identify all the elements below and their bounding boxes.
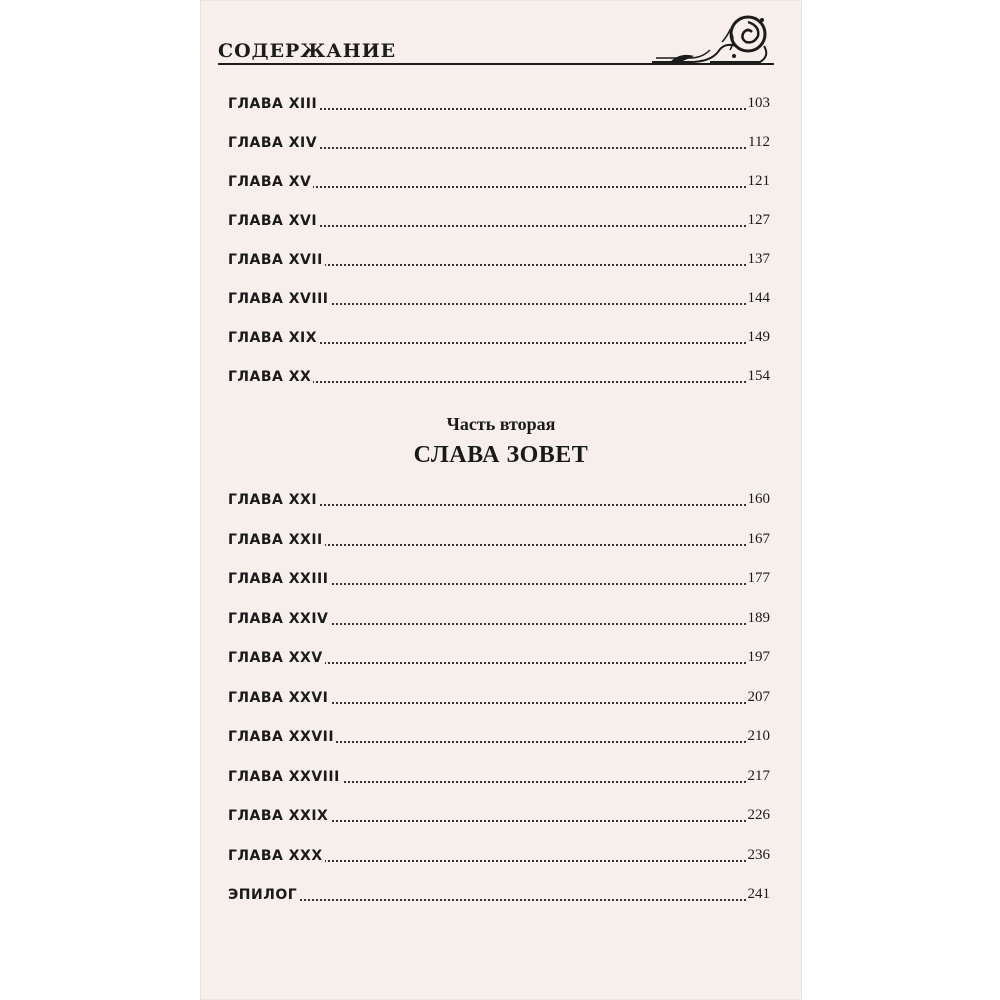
ornament-icon <box>650 12 774 68</box>
toc-entry <box>228 203 770 229</box>
toc-entry <box>228 798 770 824</box>
page-number: 112 <box>748 134 770 150</box>
page-number: 160 <box>747 491 770 507</box>
chapter-title: ГЛАВА XV <box>228 174 312 190</box>
chapter-title: ГЛАВА XIII <box>228 96 318 112</box>
chapter-title: ГЛАВА XIV <box>228 135 318 151</box>
page-number: 127 <box>747 212 770 228</box>
chapter-title: ГЛАВА XXX <box>228 847 323 864</box>
toc-entry <box>228 561 770 587</box>
toc-entry <box>228 359 770 385</box>
book-page <box>200 0 802 1000</box>
chapter-title: ГЛАВА XXVIII <box>228 768 340 785</box>
toc-entry <box>228 125 770 151</box>
chapter-title: ГЛАВА XIX <box>228 330 318 346</box>
part-subtitle: Часть вторая <box>446 414 556 434</box>
toc-entry <box>228 759 770 785</box>
chapter-title: ГЛАВА XXIV <box>228 610 329 627</box>
dot-leader <box>228 899 770 901</box>
chapter-title: ГЛАВА XXVII <box>228 729 335 745</box>
page-number: 241 <box>747 886 770 902</box>
page-number: 144 <box>747 290 770 306</box>
page-number: 149 <box>747 329 770 345</box>
toc-entry <box>228 86 770 112</box>
toc-entry <box>228 838 770 864</box>
toc-entry <box>228 320 770 346</box>
chapter-title: ГЛАВА XVI <box>228 213 318 229</box>
page-number: 154 <box>747 368 770 384</box>
page-number: 207 <box>747 688 770 705</box>
chapter-title: ГЛАВА XXIX <box>228 808 329 824</box>
page-number: 210 <box>747 728 770 744</box>
page-number: 197 <box>747 649 770 665</box>
chapter-title: ГЛАВА XXVI <box>228 689 329 706</box>
toc-entry <box>228 164 770 190</box>
toc-entry <box>228 640 770 666</box>
chapter-title: ГЛАВА XXI <box>228 492 318 508</box>
page-number: 236 <box>747 846 770 863</box>
toc-entry <box>228 680 770 706</box>
toc-entry <box>228 242 770 268</box>
page-number: 137 <box>747 251 770 267</box>
toc-entry <box>228 522 770 548</box>
toc-entry <box>228 281 770 307</box>
page-number: 217 <box>747 767 770 784</box>
chapter-title: ГЛАВА XVII <box>228 252 323 268</box>
page-number: 121 <box>747 173 770 189</box>
page-title: СОДЕРЖАНИЕ <box>218 40 397 62</box>
chapter-title: ЭПИЛОГ <box>228 887 298 903</box>
page-number: 167 <box>747 530 770 547</box>
toc-entry <box>228 482 770 508</box>
chapter-title: ГЛАВА XXV <box>228 650 323 666</box>
page-number: 177 <box>747 570 770 586</box>
chapter-title: ГЛАВА XXII <box>228 531 323 548</box>
toc-entry <box>228 601 770 627</box>
toc-entry <box>228 877 770 903</box>
chapter-title: ГЛАВА XVIII <box>228 291 329 307</box>
page-header <box>218 34 774 68</box>
part-title: СЛАВА ЗОВЕТ <box>413 442 589 468</box>
chapter-title: ГЛАВА XX <box>228 369 312 385</box>
page-number: 189 <box>747 609 770 626</box>
chapter-title: ГЛАВА XXIII <box>228 571 329 587</box>
page-number: 226 <box>747 807 770 823</box>
page-number: 103 <box>747 95 770 111</box>
toc-entry <box>228 719 770 745</box>
